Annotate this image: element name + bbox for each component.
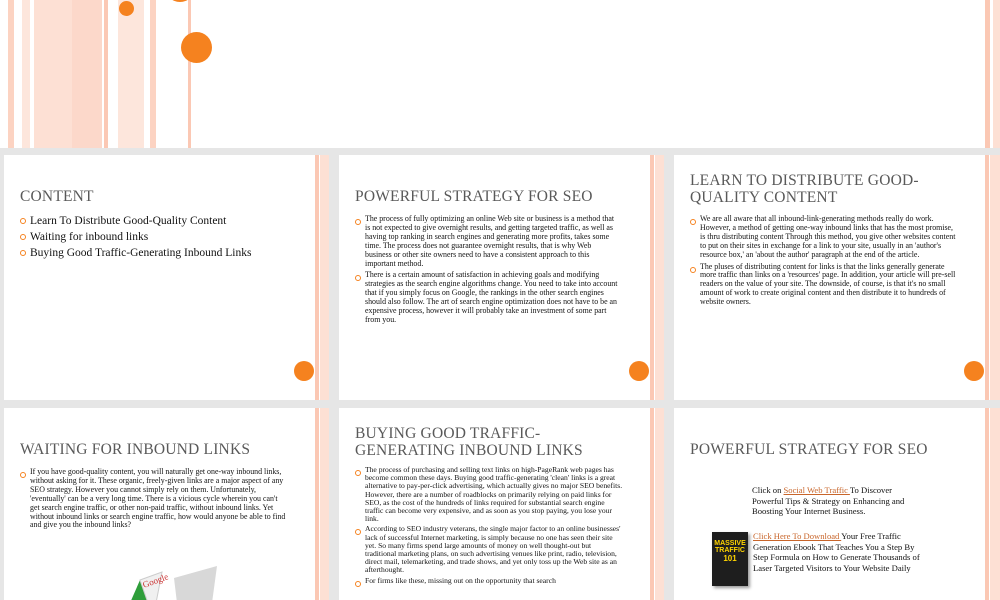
- decor-stripes-right: [985, 408, 1000, 600]
- bullet-list: [355, 215, 619, 328]
- list-item: If you have good-quality content, you will naturally get one-way inbound links, without asking for it. These organic, freely-given links are a major aspect of any SEO strategy. However you cannot simply rely on them. Unfortunately, 'eventually' can be a very long time. There is a vicious cycle wherein you can't get search engine traffic, or other non-paid traffic, without inbound links. Yet without inbound links or search engine traffic, how would anyone be able to find and give you the inbound links?: [20, 468, 286, 530]
- google-illustration: [122, 558, 222, 600]
- decor-dot: [294, 361, 314, 381]
- bullet-list: [20, 468, 286, 533]
- slide-powerful-strategy[interactable]: [339, 155, 664, 400]
- svg-text:Google: Google: [141, 571, 170, 590]
- decor-stripes-right: [650, 155, 664, 400]
- list-item: Waiting for inbound links: [20, 229, 310, 245]
- slide-title: LEARN TO DISTRIBUTE GOOD- QUALITY CONTENT: [690, 172, 919, 206]
- decor-dot: [181, 32, 212, 63]
- list-item: There is a certain amount of satisfaction in achieving goals and modifying strategies as the search engine algorithms change. You need to take into account that if you simply focus on Google, the rankings in the other search engines should also follow. The art of search engine optimization does not have to be an expensive process, however it will probably take an investment of some part from you.: [355, 271, 619, 324]
- slide-title: CONTENT: [20, 188, 94, 205]
- slide-title-partial[interactable]: [0, 0, 1000, 148]
- slide-title: POWERFUL STRATEGY FOR SEO: [355, 188, 593, 205]
- slide-content[interactable]: [4, 155, 329, 400]
- list-item: The process of purchasing and selling text links on high-PageRank web pages has become common these days. Buying good traffic-generating 'clean' links is a great alternative to pay-per-click advertising, which actually gives no major SEO benefits. However, there are a number of roadblocks on primarily relying on paid links for SEO, as the cost of the hundreds of links required for substantial search engine traffic can become very expensive, and as soon as you stop paying, you lose your link.: [355, 466, 623, 523]
- bullet-list: [355, 466, 623, 587]
- bullet-list: [690, 215, 958, 310]
- decor-stripes-right: [315, 408, 329, 600]
- slide-waiting[interactable]: [4, 408, 329, 600]
- social-web-traffic-link[interactable]: Social Web Traffic: [783, 485, 850, 495]
- list-item: According to SEO industry veterans, the single major factor to an online businesses' lack of successful Internet marketing, is simply because no one has seen their site yet. So many firms spend large amounts of money on well thought-out but traditional marketing plans, on such advertising venues like print, radio, television, direct mail, telemarketing, and trade shows, and yet only toss up the Web site as an afterthought.: [355, 525, 623, 574]
- decor-stripes-left: [0, 0, 200, 148]
- decor-stripes-right: [315, 155, 329, 400]
- list-item: Buying Good Traffic-Generating Inbound Links: [20, 245, 310, 261]
- slide-title: BUYING GOOD TRAFFIC- GENERATING INBOUND LINKS: [355, 425, 583, 459]
- list-item: We are all aware that all inbound-link-generating methods really do work. However, a method of getting one-way inbound links that has the most promise, is thru distributing content Through this method, you give other websites content to put on their sites in exchange for a link to your site, usually in an 'author's resource box,' an 'about the author' paragraph at the end of the article.: [690, 215, 958, 260]
- decor-dot: [119, 1, 134, 16]
- slide-learn-distribute[interactable]: [674, 155, 1000, 400]
- decor-dot: [964, 361, 984, 381]
- download-ebook-link[interactable]: Click Here To Download: [753, 531, 842, 541]
- slide-buying-links[interactable]: [339, 408, 664, 600]
- slide-title: POWERFUL STRATEGY FOR SEO: [690, 441, 928, 458]
- list-item: The process of fully optimizing an online Web site or business is a method that is not expected to give overnight results, and getting targeted traffic, as well as having top ranking in search engines and generating more profits, takes some time. The process does not guarantee overnight results, that is why Web business or other site owners need to have a consistent approach to this important method.: [355, 215, 619, 268]
- decor-stripes-right: [650, 408, 664, 600]
- decor-dot: [629, 361, 649, 381]
- list-item: For firms like these, missing out on the opportunity that search: [355, 577, 623, 585]
- social-traffic-paragraph: Click on Social Web Traffic To Discover Powerful Tips & Strategy on Enhancing and Boosting Your Internet Business.: [752, 485, 905, 516]
- list-item: Learn To Distribute Good-Quality Content: [20, 213, 310, 229]
- slide-powerful-strategy-2[interactable]: [674, 408, 1000, 600]
- ebook-download-paragraph: Click Here To Download Your Free Traffic Generation Ebook That Teaches You a Step By Step Formula on How to Generate Thousands of Laser Targeted Visitors to Your Website Daily: [753, 531, 920, 573]
- bullet-list: [20, 213, 310, 261]
- decor-stripes-right: [985, 155, 1000, 400]
- slide-title: WAITING FOR INBOUND LINKS: [20, 441, 251, 458]
- decor-stripes-right: [985, 0, 1000, 148]
- list-item: The pluses of distributing content for links is that the links generally generate more traffic than links on a 'resources' page. In addition, your article will pre-sell readers on the value of your site. The downside, of course, is that it's no small amount of work to create original content and then distribute it to hundreds of website owners.: [690, 263, 958, 308]
- ebook-cover: MASSIVE TRAFFIC 101: [712, 532, 748, 586]
